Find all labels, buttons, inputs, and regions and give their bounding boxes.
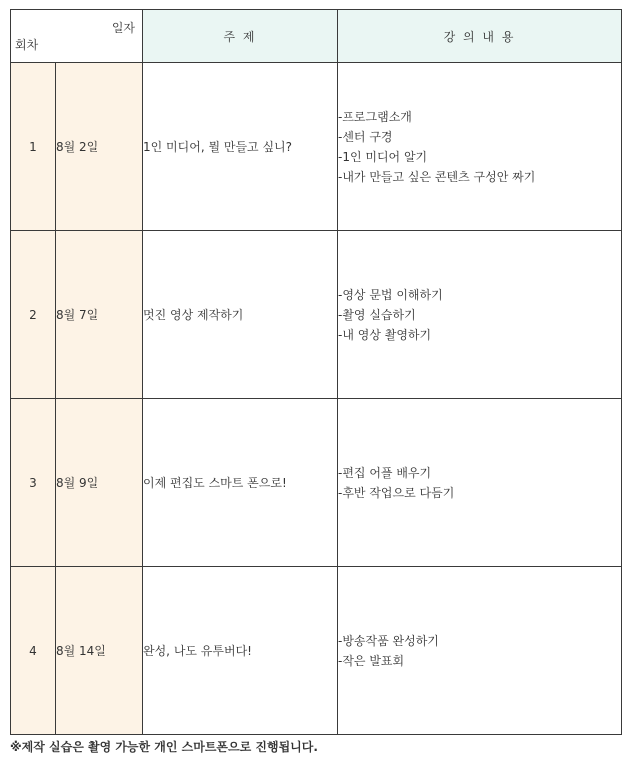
session-content xyxy=(338,63,622,231)
session-date: 8월 14일 xyxy=(56,567,143,735)
table-header-row xyxy=(11,10,622,63)
session-date: 8월 9일 xyxy=(56,399,143,567)
session-content xyxy=(338,399,622,567)
session-topic: 완성, 나도 유투버다! xyxy=(143,567,338,735)
session-date: 8월 2일 xyxy=(56,63,143,231)
content-item: -촬영 실습하기 xyxy=(338,307,416,322)
content-list xyxy=(338,463,621,503)
header-content: 강 의 내 용 xyxy=(338,10,622,63)
content-item: -프로그램소개 xyxy=(338,109,412,124)
table-row xyxy=(11,567,622,735)
content-item: -1인 미디어 알기 xyxy=(338,149,428,164)
content-item: -내 영상 촬영하기 xyxy=(338,327,432,342)
table-row xyxy=(11,63,622,231)
content-item: -영상 문법 이해하기 xyxy=(338,287,443,302)
session-content xyxy=(338,567,622,735)
session-topic: 이제 편집도 스마트 폰으로! xyxy=(143,399,338,567)
content-item: -작은 발표회 xyxy=(338,653,405,668)
session-date: 8월 7일 xyxy=(56,231,143,399)
content-list xyxy=(338,107,621,187)
header-corner-cell xyxy=(11,10,143,63)
table-row xyxy=(11,231,622,399)
content-item: -편집 어플 배우기 xyxy=(338,465,432,480)
header-date-label: 일자 xyxy=(111,21,135,35)
session-topic: 멋진 영상 제작하기 xyxy=(143,231,338,399)
session-number: 4 xyxy=(11,567,56,735)
session-number: 1 xyxy=(11,63,56,231)
content-item: -방송작품 완성하기 xyxy=(338,633,439,648)
session-content xyxy=(338,231,622,399)
content-list xyxy=(338,631,621,671)
content-item: -내가 만들고 싶은 콘텐츠 구성안 짜기 xyxy=(338,169,536,184)
content-list xyxy=(338,285,621,345)
header-topic: 주 제 xyxy=(143,10,338,63)
header-session-label: 회차 xyxy=(15,38,39,52)
content-item: -후반 작업으로 다듬기 xyxy=(338,485,455,500)
lecture-schedule-table xyxy=(10,9,622,735)
session-number: 3 xyxy=(11,399,56,567)
table-row xyxy=(11,399,622,567)
session-topic: 1인 미디어, 뭘 만들고 싶니? xyxy=(143,63,338,231)
content-item: -센터 구경 xyxy=(338,129,393,144)
footnote-text: ※제작 실습은 촬영 가능한 개인 스마트폰으로 진행됩니다. xyxy=(10,740,318,754)
session-number: 2 xyxy=(11,231,56,399)
